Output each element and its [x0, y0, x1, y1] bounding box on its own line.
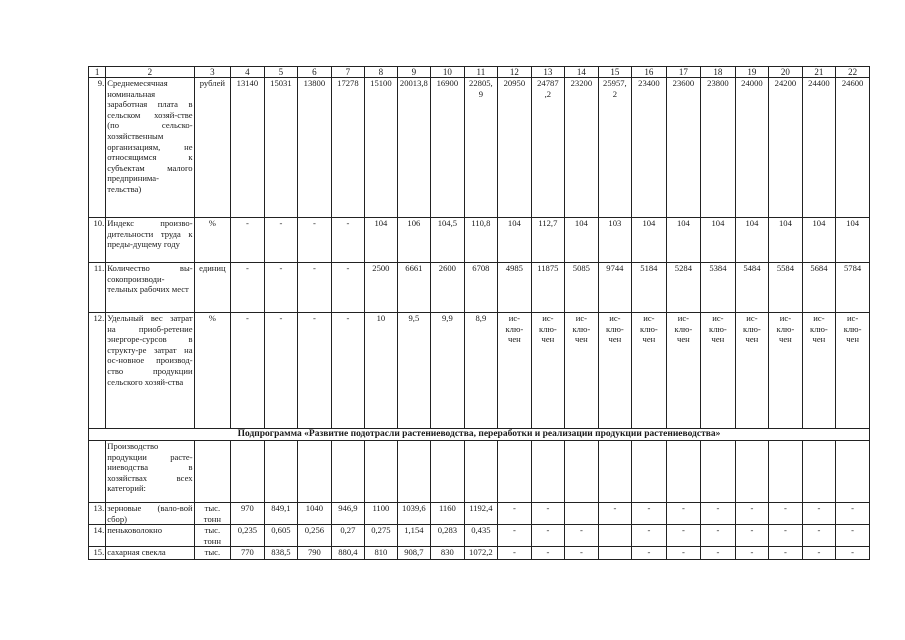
indicator-name: Среднемесячная номинальная заработная плата в сельском хозяй-стве (по сельско-хозяйственным организациям, не относящимся к субъектам малого предпринима-тельства) [106, 78, 194, 218]
indicator-table [88, 66, 870, 560]
value-cell [331, 441, 365, 503]
value-cell: - [836, 547, 870, 560]
value-cell: ис- клю- чен [769, 313, 803, 429]
value-cell: 104 [632, 218, 667, 263]
indicator-name: Производство продукции расте-ниеводства в хозяйствах всех категорий: [106, 441, 194, 503]
value-cell: - [298, 313, 332, 429]
value-cell [565, 441, 599, 503]
value-cell [632, 441, 667, 503]
table-row [89, 78, 870, 218]
value-cell: - [632, 525, 667, 547]
value-cell: 17278 [331, 78, 365, 218]
value-cell: 5284 [666, 263, 701, 313]
value-cell [598, 547, 632, 560]
value-cell: 9744 [598, 263, 632, 313]
column-header: 1 [89, 67, 106, 78]
value-cell: 970 [231, 503, 265, 525]
value-cell: 790 [298, 547, 332, 560]
column-header: 18 [701, 67, 736, 78]
column-header: 19 [735, 67, 769, 78]
value-cell [802, 441, 836, 503]
value-cell: 5484 [735, 263, 769, 313]
value-cell: 5184 [632, 263, 667, 313]
value-cell: - [632, 547, 667, 560]
row-number: 11. [89, 263, 106, 313]
value-cell [498, 441, 532, 503]
value-cell [769, 441, 803, 503]
value-cell: 1040 [298, 503, 332, 525]
value-cell: 1072,2 [464, 547, 498, 560]
value-cell: 104 [666, 218, 701, 263]
value-cell: - [666, 503, 701, 525]
value-cell: 104,5 [431, 218, 465, 263]
unit-of-measure: тыс. тонн [194, 503, 231, 525]
value-cell: 104 [836, 218, 870, 263]
table-row [89, 263, 870, 313]
value-cell: - [531, 503, 565, 525]
unit-of-measure: тыс. [194, 547, 231, 560]
value-cell: 4985 [498, 263, 532, 313]
value-cell: 5584 [769, 263, 803, 313]
value-cell: - [598, 503, 632, 525]
unit-of-measure: единиц [194, 263, 231, 313]
value-cell: ис- клю- чен [802, 313, 836, 429]
value-cell: ис- клю- чен [701, 313, 736, 429]
column-header: 7 [331, 67, 365, 78]
value-cell: - [666, 525, 701, 547]
value-cell: - [264, 218, 298, 263]
value-cell: 104 [565, 218, 599, 263]
value-cell: - [531, 547, 565, 560]
column-header: 4 [231, 67, 265, 78]
indicator-name: Удельный вес затрат на приоб-ретение энергоре-сурсов в структу-ре затрат на ос-новное производ-ство продукции сельского хозяй-ства [106, 313, 194, 429]
value-cell: 112,7 [531, 218, 565, 263]
value-cell: 11875 [531, 263, 565, 313]
value-cell: - [735, 503, 769, 525]
value-cell: 1192,4 [464, 503, 498, 525]
value-cell [365, 441, 397, 503]
value-cell: 24200 [769, 78, 803, 218]
value-cell: 0,605 [264, 525, 298, 547]
value-cell: 22805, 9 [464, 78, 498, 218]
value-cell: 6708 [464, 263, 498, 313]
column-header: 12 [498, 67, 532, 78]
value-cell: 110,8 [464, 218, 498, 263]
value-cell: - [769, 503, 803, 525]
indicator-name: зерновые (вало-вой сбор) [107, 503, 193, 524]
value-cell: 104 [769, 218, 803, 263]
value-cell: - [531, 525, 565, 547]
value-cell: - [298, 263, 332, 313]
table-row [89, 441, 870, 503]
value-cell: - [264, 263, 298, 313]
value-cell: - [769, 525, 803, 547]
value-cell: - [331, 313, 365, 429]
table-header-row [89, 67, 870, 78]
value-cell: ис- клю- чен [666, 313, 701, 429]
unit-of-measure: тыс. тонн [194, 525, 231, 547]
value-cell: - [701, 525, 736, 547]
value-cell: - [836, 525, 870, 547]
value-cell: 830 [431, 547, 465, 560]
value-cell: 810 [365, 547, 397, 560]
value-cell: 849,1 [264, 503, 298, 525]
table-row [89, 525, 870, 547]
subprogram-row [89, 429, 870, 441]
value-cell: - [231, 263, 265, 313]
value-cell: ис- клю- чен [531, 313, 565, 429]
value-cell: 0,275 [365, 525, 397, 547]
value-cell [701, 441, 736, 503]
column-header: 17 [666, 67, 701, 78]
value-cell: 13800 [298, 78, 332, 218]
value-cell: ис- клю- чен [565, 313, 599, 429]
value-cell: 16900 [431, 78, 465, 218]
value-cell: 2600 [431, 263, 465, 313]
value-cell: 0,235 [231, 525, 265, 547]
value-cell: 10 [365, 313, 397, 429]
value-cell: 24400 [802, 78, 836, 218]
value-cell: - [666, 547, 701, 560]
column-header: 10 [431, 67, 465, 78]
value-cell: 104 [802, 218, 836, 263]
value-cell: ис- клю- чен [735, 313, 769, 429]
value-cell [264, 441, 298, 503]
row-number: 14. [89, 525, 106, 547]
column-header: 6 [298, 67, 332, 78]
value-cell: - [565, 525, 599, 547]
table-row [89, 503, 870, 525]
value-cell [231, 441, 265, 503]
value-cell: 106 [397, 218, 431, 263]
value-cell: 104 [365, 218, 397, 263]
column-header: 9 [397, 67, 431, 78]
value-cell [298, 441, 332, 503]
column-header: 20 [769, 67, 803, 78]
column-header: 11 [464, 67, 498, 78]
value-cell: 6661 [397, 263, 431, 313]
column-header: 14 [565, 67, 599, 78]
value-cell [464, 441, 498, 503]
value-cell [735, 441, 769, 503]
value-cell [397, 441, 431, 503]
value-cell [431, 441, 465, 503]
unit-of-measure: % [194, 313, 231, 429]
value-cell: 15031 [264, 78, 298, 218]
value-cell: 880,4 [331, 547, 365, 560]
value-cell: 24787 ,2 [531, 78, 565, 218]
unit-of-measure: рублей [194, 78, 231, 218]
value-cell: 24600 [836, 78, 870, 218]
value-cell [531, 441, 565, 503]
row-number: 12. [89, 313, 106, 429]
unit-of-measure: % [194, 218, 231, 263]
value-cell: 25957, 2 [598, 78, 632, 218]
value-cell: 5784 [836, 263, 870, 313]
value-cell: - [498, 525, 532, 547]
value-cell: - [632, 503, 667, 525]
value-cell: - [701, 547, 736, 560]
row-number: 13. [89, 503, 106, 525]
column-header: 21 [802, 67, 836, 78]
column-header: 22 [836, 67, 870, 78]
row-number [89, 441, 106, 503]
value-cell: - [735, 547, 769, 560]
value-cell: 20950 [498, 78, 532, 218]
value-cell: 0,27 [331, 525, 365, 547]
value-cell: - [802, 547, 836, 560]
value-cell [598, 441, 632, 503]
value-cell: 1100 [365, 503, 397, 525]
value-cell: - [231, 313, 265, 429]
value-cell: 0,256 [298, 525, 332, 547]
column-header: 8 [365, 67, 397, 78]
value-cell: 5384 [701, 263, 736, 313]
unit-of-measure [194, 441, 231, 503]
value-cell: ис- клю- чен [632, 313, 667, 429]
value-cell: 104 [498, 218, 532, 263]
column-header: 16 [632, 67, 667, 78]
row-number: 15. [89, 547, 106, 560]
value-cell: - [701, 503, 736, 525]
value-cell: 20013,8 [397, 78, 431, 218]
value-cell: 24000 [735, 78, 769, 218]
value-cell: 103 [598, 218, 632, 263]
value-cell: ис- клю- чен [598, 313, 632, 429]
column-header: 15 [598, 67, 632, 78]
value-cell: 1160 [431, 503, 465, 525]
value-cell [598, 525, 632, 547]
value-cell: 9,9 [431, 313, 465, 429]
value-cell: 23800 [701, 78, 736, 218]
value-cell [836, 441, 870, 503]
value-cell: - [769, 547, 803, 560]
value-cell: - [298, 218, 332, 263]
value-cell: 9,5 [397, 313, 431, 429]
value-cell [666, 441, 701, 503]
value-cell: 23400 [632, 78, 667, 218]
value-cell: ис- клю- чен [836, 313, 870, 429]
value-cell: 23200 [565, 78, 599, 218]
column-header: 13 [531, 67, 565, 78]
value-cell: - [735, 525, 769, 547]
value-cell: ис- клю- чен [498, 313, 532, 429]
indicator-name: Количество вы-сокопроизводи-тельных рабочих мест [106, 263, 194, 313]
value-cell: 13140 [231, 78, 265, 218]
table-row [89, 313, 870, 429]
value-cell: 5684 [802, 263, 836, 313]
column-header: 5 [264, 67, 298, 78]
indicator-name: пеньковолокно [106, 525, 194, 547]
value-cell: 0,283 [431, 525, 465, 547]
value-cell: 5085 [565, 263, 599, 313]
row-number: 9. [89, 78, 106, 218]
value-cell: 838,5 [264, 547, 298, 560]
table-row [89, 547, 870, 560]
value-cell: 15100 [365, 78, 397, 218]
value-cell: 0,435 [464, 525, 498, 547]
value-cell: - [331, 263, 365, 313]
value-cell [565, 503, 599, 525]
value-cell: - [565, 547, 599, 560]
indicator-name: сахарная свекла [106, 547, 194, 560]
value-cell: 946,9 [331, 503, 365, 525]
value-cell: - [802, 525, 836, 547]
subprogram-title: Подпрограмма «Развитие подотрасли растениеводства, переработки и реализации продукции растениеводства» [89, 429, 870, 441]
value-cell: 8,9 [464, 313, 498, 429]
value-cell: - [331, 218, 365, 263]
value-cell: 2500 [365, 263, 397, 313]
value-cell: 1,154 [397, 525, 431, 547]
value-cell: - [498, 547, 532, 560]
row-number: 10. [89, 218, 106, 263]
value-cell: 1039,6 [397, 503, 431, 525]
column-header: 3 [194, 67, 231, 78]
value-cell: 908,7 [397, 547, 431, 560]
value-cell: - [231, 218, 265, 263]
value-cell: 104 [701, 218, 736, 263]
indicator-name: Индекс произво-дительности труда к преды-дущему году [106, 218, 194, 263]
value-cell: 770 [231, 547, 265, 560]
indicator-table-container [88, 66, 870, 560]
value-cell: - [836, 503, 870, 525]
column-header: 2 [106, 67, 194, 78]
value-cell: 23600 [666, 78, 701, 218]
value-cell: - [498, 503, 532, 525]
value-cell: - [802, 503, 836, 525]
value-cell: - [264, 313, 298, 429]
table-row [89, 218, 870, 263]
value-cell: 104 [735, 218, 769, 263]
